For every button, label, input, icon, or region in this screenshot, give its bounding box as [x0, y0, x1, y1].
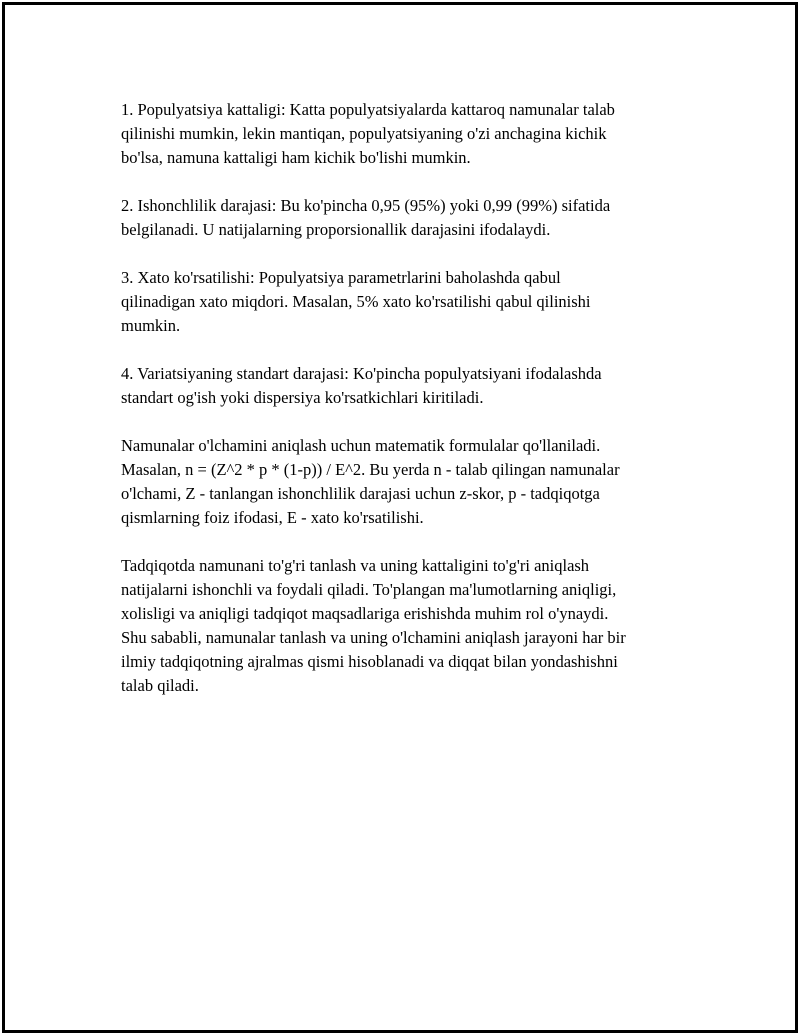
document-page — [2, 2, 798, 1033]
paragraph-margin-of-error: 3. Xato ko'rsatilishi: Populyatsiya parametrlarini baholashda qabul qilinadigan xato miqdori. Masalan, 5% xato ko'rsatilishi qabul qilinishi mumkin. — [121, 268, 591, 335]
paragraph-population-size: 1. Populyatsiya kattaligi: Katta populyatsiyalarda kattaroq namunalar talab qilinishi mumkin, lekin mantiqan, populyatsiyaning o'zi anchagina kichik bo'lsa, namuna kattaligi ham kichik bo'lishi mumkin. — [121, 100, 615, 167]
document-body — [121, 98, 691, 722]
paragraph-conclusion: Tadqiqotda namunani to'g'ri tanlash va uning kattaligini to'g'ri aniqlash natijalarni ishonchli va foydali qiladi. To'plangan ma'lumotlarning aniqligi, xolisligi va aniqligi tadqiqot maqsadlariga erishishda muhim rol o'ynaydi. Shu sababli, namunalar tanlash va uning o'lchamini aniqlash jarayoni har bir ilmiy tadqiqotning ajralmas qismi hisoblanadi va diqqat bilan yondashishni talab qiladi. — [121, 556, 626, 695]
paragraph-confidence-level: 2. Ishonchlilik darajasi: Bu ko'pincha 0,95 (95%) yoki 0,99 (99%) sifatida belgilanadi. U natijalarning proporsionallik darajasini ifodalaydi. — [121, 196, 611, 239]
paragraph-sample-size-formula: Namunalar o'lchamini aniqlash uchun matematik formulalar qo'llaniladi. Masalan, n = (Z^2 * p * (1-p)) / E^2. Bu yerda n - talab qilingan namunalar o'lchami, Z - tanlangan ishonchlilik darajasi uchun z-skor, p - tadqiqotga qismlarning foiz ifodasi, E - xato ko'rsatilishi. — [121, 436, 620, 527]
paragraph-standard-variation: 4. Variatsiyaning standart darajasi: Ko'pincha populyatsiyani ifodalashda standart og'ish yoki dispersiya ko'rsatkichlari kiritiladi. — [121, 364, 602, 407]
